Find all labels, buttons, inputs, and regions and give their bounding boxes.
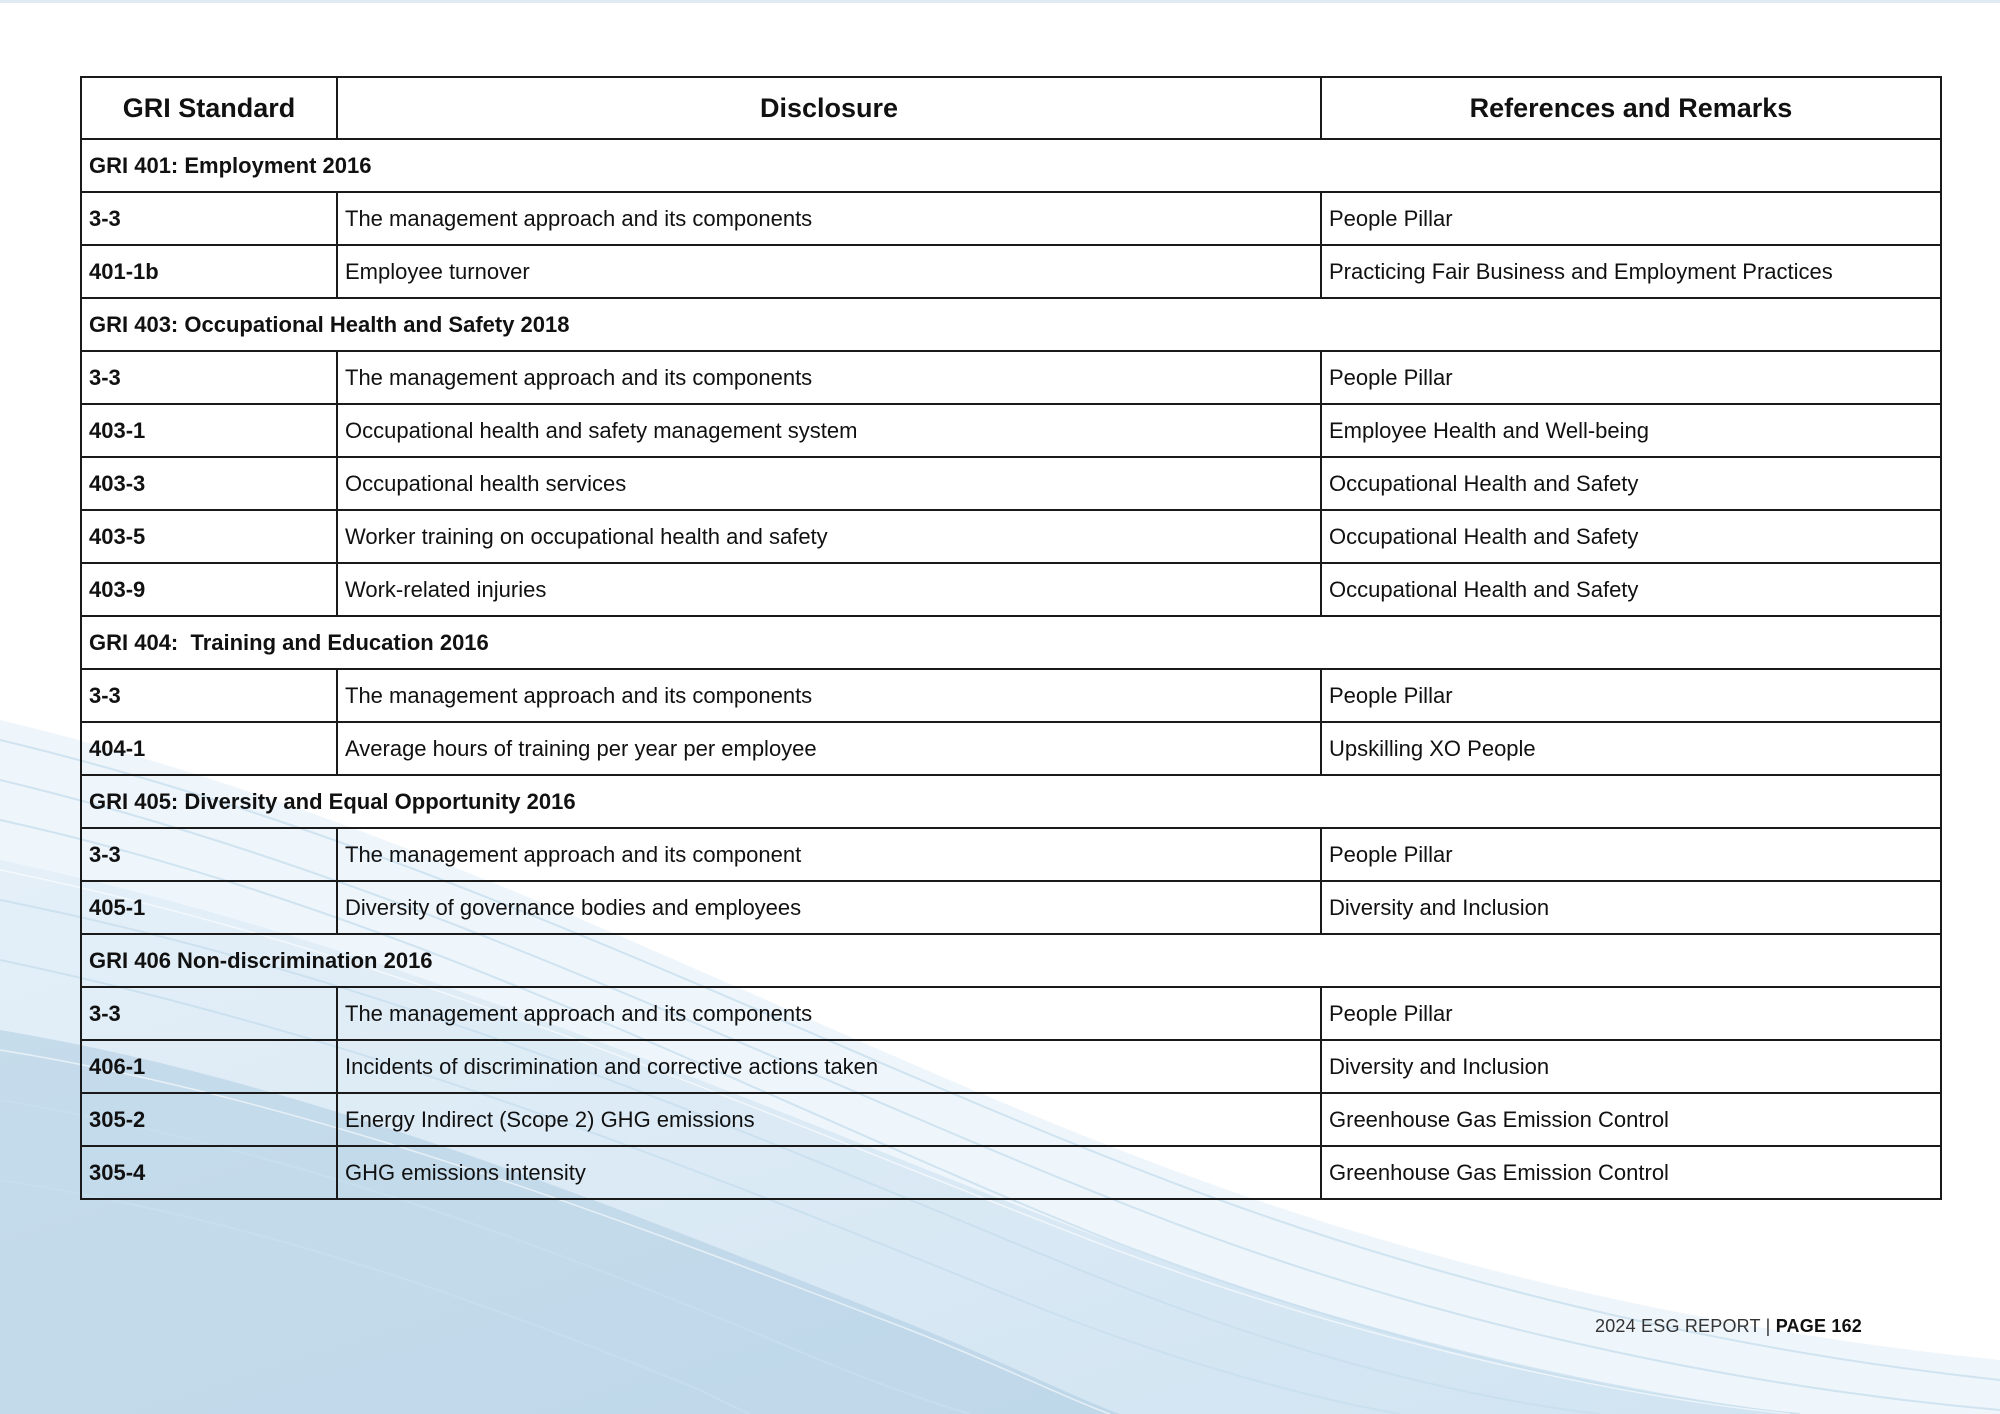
table-row <box>81 245 1941 298</box>
table-row <box>81 722 1941 775</box>
gri-code: 3-3 <box>81 987 337 1040</box>
reference-cell: People Pillar <box>1321 192 1941 245</box>
table-row <box>81 987 1941 1040</box>
gri-code: 403-1 <box>81 404 337 457</box>
gri-code: 404-1 <box>81 722 337 775</box>
gri-code: 3-3 <box>81 828 337 881</box>
table-row <box>81 1146 1941 1199</box>
table-row <box>81 510 1941 563</box>
disclosure-cell: Worker training on occupational health and safety <box>337 510 1321 563</box>
gri-code: 406-1 <box>81 1040 337 1093</box>
reference-cell: People Pillar <box>1321 351 1941 404</box>
reference-cell: Occupational Health and Safety <box>1321 510 1941 563</box>
reference-cell: Diversity and Inclusion <box>1321 881 1941 934</box>
section-title: GRI 401: Employment 2016 <box>81 139 1941 192</box>
reference-cell: Upskilling XO People <box>1321 722 1941 775</box>
header-disclosure: Disclosure <box>337 77 1321 139</box>
disclosure-cell: Energy Indirect (Scope 2) GHG emissions <box>337 1093 1321 1146</box>
disclosure-cell: Employee turnover <box>337 245 1321 298</box>
gri-code: 3-3 <box>81 192 337 245</box>
gri-code: 403-3 <box>81 457 337 510</box>
disclosure-cell: Occupational health and safety management system <box>337 404 1321 457</box>
gri-code: 305-2 <box>81 1093 337 1146</box>
gri-code: 401-1b <box>81 245 337 298</box>
reference-cell: Greenhouse Gas Emission Control <box>1321 1146 1941 1199</box>
disclosure-cell: The management approach and its components <box>337 351 1321 404</box>
section-row <box>81 298 1941 351</box>
header-references-remarks: References and Remarks <box>1321 77 1941 139</box>
table-row <box>81 828 1941 881</box>
gri-code: 305-4 <box>81 1146 337 1199</box>
disclosure-cell: Average hours of training per year per employee <box>337 722 1321 775</box>
gri-code: 3-3 <box>81 669 337 722</box>
section-title: GRI 406 Non-discrimination 2016 <box>81 934 1941 987</box>
table-row <box>81 404 1941 457</box>
gri-content-index-table <box>80 76 1942 1200</box>
reference-cell: Employee Health and Well-being <box>1321 404 1941 457</box>
section-row <box>81 775 1941 828</box>
reference-cell: People Pillar <box>1321 987 1941 1040</box>
page-number: PAGE 162 <box>1775 1316 1862 1336</box>
gri-code: 405-1 <box>81 881 337 934</box>
table-row <box>81 192 1941 245</box>
table-row <box>81 669 1941 722</box>
disclosure-cell: GHG emissions intensity <box>337 1146 1321 1199</box>
page-footer <box>1595 1316 1862 1337</box>
reference-cell: Occupational Health and Safety <box>1321 563 1941 616</box>
report-label: 2024 ESG REPORT | <box>1594 1316 1771 1336</box>
header-gri-standard: GRI Standard <box>81 77 337 139</box>
reference-cell: People Pillar <box>1321 828 1941 881</box>
disclosure-cell: Work-related injuries <box>337 563 1321 616</box>
reference-cell: Occupational Health and Safety <box>1321 457 1941 510</box>
section-row <box>81 616 1941 669</box>
section-title: GRI 405: Diversity and Equal Opportunity 2016 <box>81 775 1941 828</box>
reference-cell: People Pillar <box>1321 669 1941 722</box>
disclosure-cell: The management approach and its component <box>337 828 1321 881</box>
table-row <box>81 1093 1941 1146</box>
table-row <box>81 1040 1941 1093</box>
section-title: GRI 404: Training and Education 2016 <box>81 616 1941 669</box>
reference-cell: Greenhouse Gas Emission Control <box>1321 1093 1941 1146</box>
disclosure-cell: The management approach and its components <box>337 669 1321 722</box>
disclosure-cell: The management approach and its components <box>337 987 1321 1040</box>
table-header-row <box>81 77 1941 139</box>
table-row <box>81 881 1941 934</box>
table-row <box>81 351 1941 404</box>
section-row <box>81 934 1941 987</box>
table-row <box>81 457 1941 510</box>
disclosure-cell: Occupational health services <box>337 457 1321 510</box>
section-title: GRI 403: Occupational Health and Safety 2018 <box>81 298 1941 351</box>
reference-cell: Practicing Fair Business and Employment Practices <box>1321 245 1941 298</box>
disclosure-cell: Diversity of governance bodies and employees <box>337 881 1321 934</box>
reference-cell: Diversity and Inclusion <box>1321 1040 1941 1093</box>
disclosure-cell: Incidents of discrimination and corrective actions taken <box>337 1040 1321 1093</box>
section-row <box>81 139 1941 192</box>
gri-code: 3-3 <box>81 351 337 404</box>
table-row <box>81 563 1941 616</box>
disclosure-cell: The management approach and its components <box>337 192 1321 245</box>
gri-code: 403-5 <box>81 510 337 563</box>
gri-code: 403-9 <box>81 563 337 616</box>
